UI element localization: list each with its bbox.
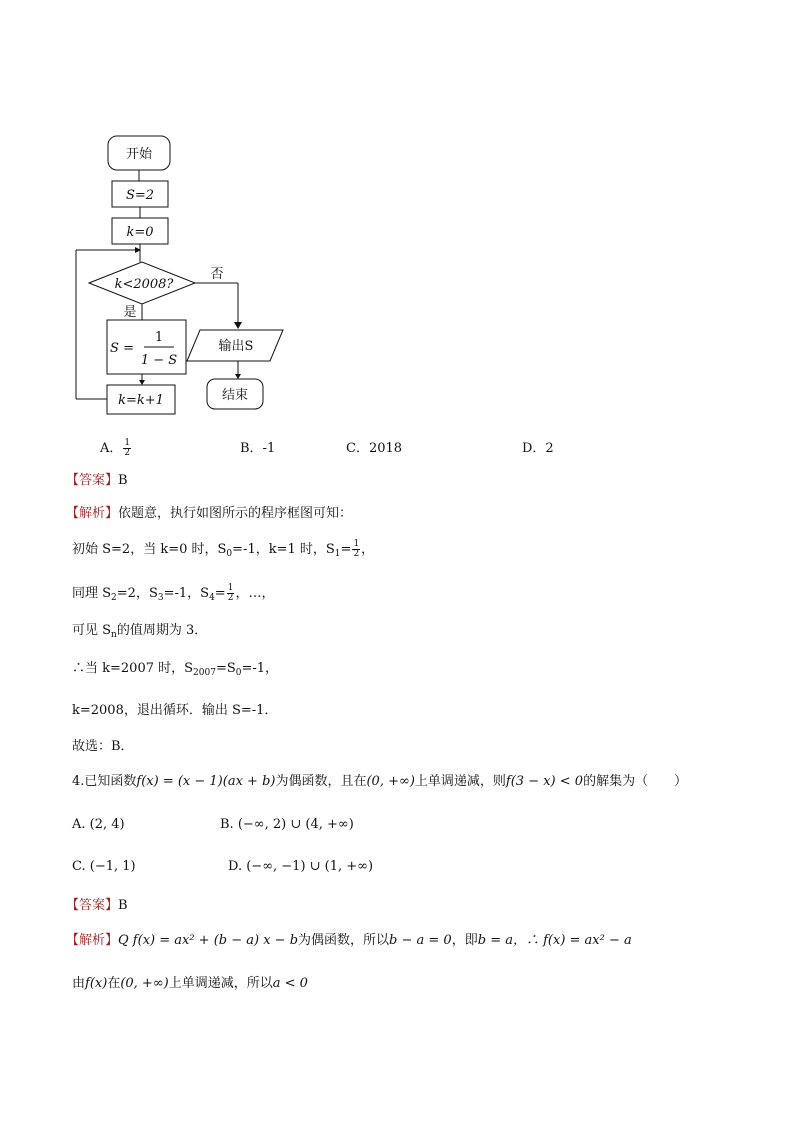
line2-part-a: 同理 S xyxy=(72,586,112,601)
q4-expr-5: f(x) xyxy=(85,976,108,991)
line2-sub-4: 4 xyxy=(209,593,215,603)
assign-lhs: S = xyxy=(110,341,134,356)
program-flowchart xyxy=(60,126,300,418)
no-label: 否 xyxy=(210,267,224,282)
line3-sub-n: n xyxy=(111,630,117,640)
analysis-intro-text: 依题意，执行如图所示的程序框图可知： xyxy=(118,506,353,521)
option-c: C．2018 xyxy=(346,441,403,456)
line1-part-c: = xyxy=(340,542,352,557)
line2-part-b: =2，S xyxy=(116,586,158,601)
analysis-line-4 xyxy=(72,660,278,682)
start-label: 开始 xyxy=(125,147,153,162)
increment-label: k=k+1 xyxy=(118,393,164,408)
frac-num: 1 xyxy=(353,539,360,549)
q4-stem xyxy=(72,773,687,791)
line1-part-d: ， xyxy=(361,542,375,557)
option-b: B．-1 xyxy=(240,441,276,456)
q4-inequality: f(3 − x) < 0 xyxy=(505,774,584,789)
q4-stem-suffix: 的解集为（ ） xyxy=(583,774,688,789)
s-init-label: S=2 xyxy=(125,188,155,203)
line2-part-d: = xyxy=(214,586,226,601)
frac-den: 2 xyxy=(124,448,131,458)
yes-label: 是 xyxy=(123,305,137,320)
frac-num: 1 xyxy=(124,438,131,448)
line2-sub-3: 3 xyxy=(157,593,164,603)
line1-sub-1: 1 xyxy=(334,549,341,559)
output-label: 输出S xyxy=(218,339,254,354)
analysis-choose: 故选：B． xyxy=(72,739,134,754)
q4-expr-4: ，∴ f(x) = ax² − a xyxy=(512,933,632,948)
q4-expr-1: Q f(x) = ax² + (b − a) x − b xyxy=(118,933,299,948)
answer-value: B xyxy=(118,473,128,488)
analysis-line-5: k=2008，退出循环．输出 S=-1． xyxy=(72,703,278,718)
q4-function: f(x) = (x − 1)(ax + b) xyxy=(136,774,276,789)
line3-part-a: 可见 S xyxy=(72,623,112,638)
option-a xyxy=(100,437,132,458)
q4-analysis-line-2 xyxy=(72,975,308,993)
q4-expr-2: b − a = 0 xyxy=(389,933,452,948)
option-a-label: A． xyxy=(100,441,123,456)
q4-option-c: C. (−1, 1) xyxy=(72,859,136,874)
k-init-label: k=0 xyxy=(126,225,154,240)
q3-analysis-intro xyxy=(66,505,352,523)
q4-stem-prefix: 4.已知函数 xyxy=(72,774,137,789)
q4-text-2: ，即 xyxy=(451,933,478,948)
analysis-line-1 xyxy=(72,540,374,563)
answer-tag: 【答案】 xyxy=(66,473,119,488)
q4-analysis-line-1 xyxy=(66,932,632,950)
line1-part-b: =-1，k=1 时，S xyxy=(232,542,335,557)
analysis-tag: 【解析】 xyxy=(66,933,119,948)
line2-part-c: =-1，S xyxy=(163,586,210,601)
q4-expr-7: a < 0 xyxy=(272,976,308,991)
line4-sub-0: 0 xyxy=(235,668,242,678)
q4-text-1: 为偶函数，所以 xyxy=(298,933,390,948)
q4-option-b: B. (−∞, 2) ∪ (4, +∞) xyxy=(220,817,354,832)
line2-sub-2: 2 xyxy=(111,593,117,603)
condition-label: k<2008? xyxy=(114,277,174,292)
q4-answer xyxy=(66,897,128,915)
line1-fraction xyxy=(352,540,360,559)
analysis-line-2 xyxy=(72,584,274,607)
q4-stem-mid2: 上单调递减，则 xyxy=(414,774,506,789)
frac-den: 2 xyxy=(227,593,234,603)
option-d: D．2 xyxy=(522,441,554,456)
line4-part-b: =S xyxy=(215,661,236,676)
q3-answer xyxy=(66,472,128,490)
line4-sub-2007: 2007 xyxy=(193,668,216,678)
line1-part-a: 初始 S=2，当 k=0 时，S xyxy=(72,542,227,557)
line1-sub-0: 0 xyxy=(226,549,233,559)
line3-part-b: 的值周期为 3． xyxy=(116,623,208,638)
q4-text-3: 由 xyxy=(72,976,86,991)
analysis-tag: 【解析】 xyxy=(66,506,119,521)
frac-num: 1 xyxy=(227,583,234,593)
analysis-line-3 xyxy=(72,622,207,644)
line4-part-a: ∴当 k=2007 时，S xyxy=(72,661,194,676)
q4-interval: (0, +∞) xyxy=(366,774,415,789)
q4-text-4: 在 xyxy=(107,976,121,991)
assign-numerator: 1 xyxy=(154,330,164,345)
frac-den: 2 xyxy=(353,549,360,559)
q4-expr-6: (0, +∞) xyxy=(120,976,169,991)
q4-stem-mid: 为偶函数，且在 xyxy=(275,774,367,789)
q4-option-d: D. (−∞, −1) ∪ (1, +∞) xyxy=(228,859,374,874)
answer-tag: 【答案】 xyxy=(66,898,119,913)
assign-denominator: 1 − S xyxy=(140,353,178,368)
line2-fraction xyxy=(227,584,235,603)
answer-value: B xyxy=(118,898,128,913)
end-label: 结束 xyxy=(221,388,249,403)
q4-text-5: 上单调递减，所以 xyxy=(168,976,273,991)
line2-part-e: ，…， xyxy=(235,586,275,601)
q4-expr-3: b = a xyxy=(477,933,513,948)
line4-part-c: =-1， xyxy=(241,661,279,676)
option-a-fraction xyxy=(123,439,131,458)
q4-option-a: A. (2, 4) xyxy=(72,817,125,832)
